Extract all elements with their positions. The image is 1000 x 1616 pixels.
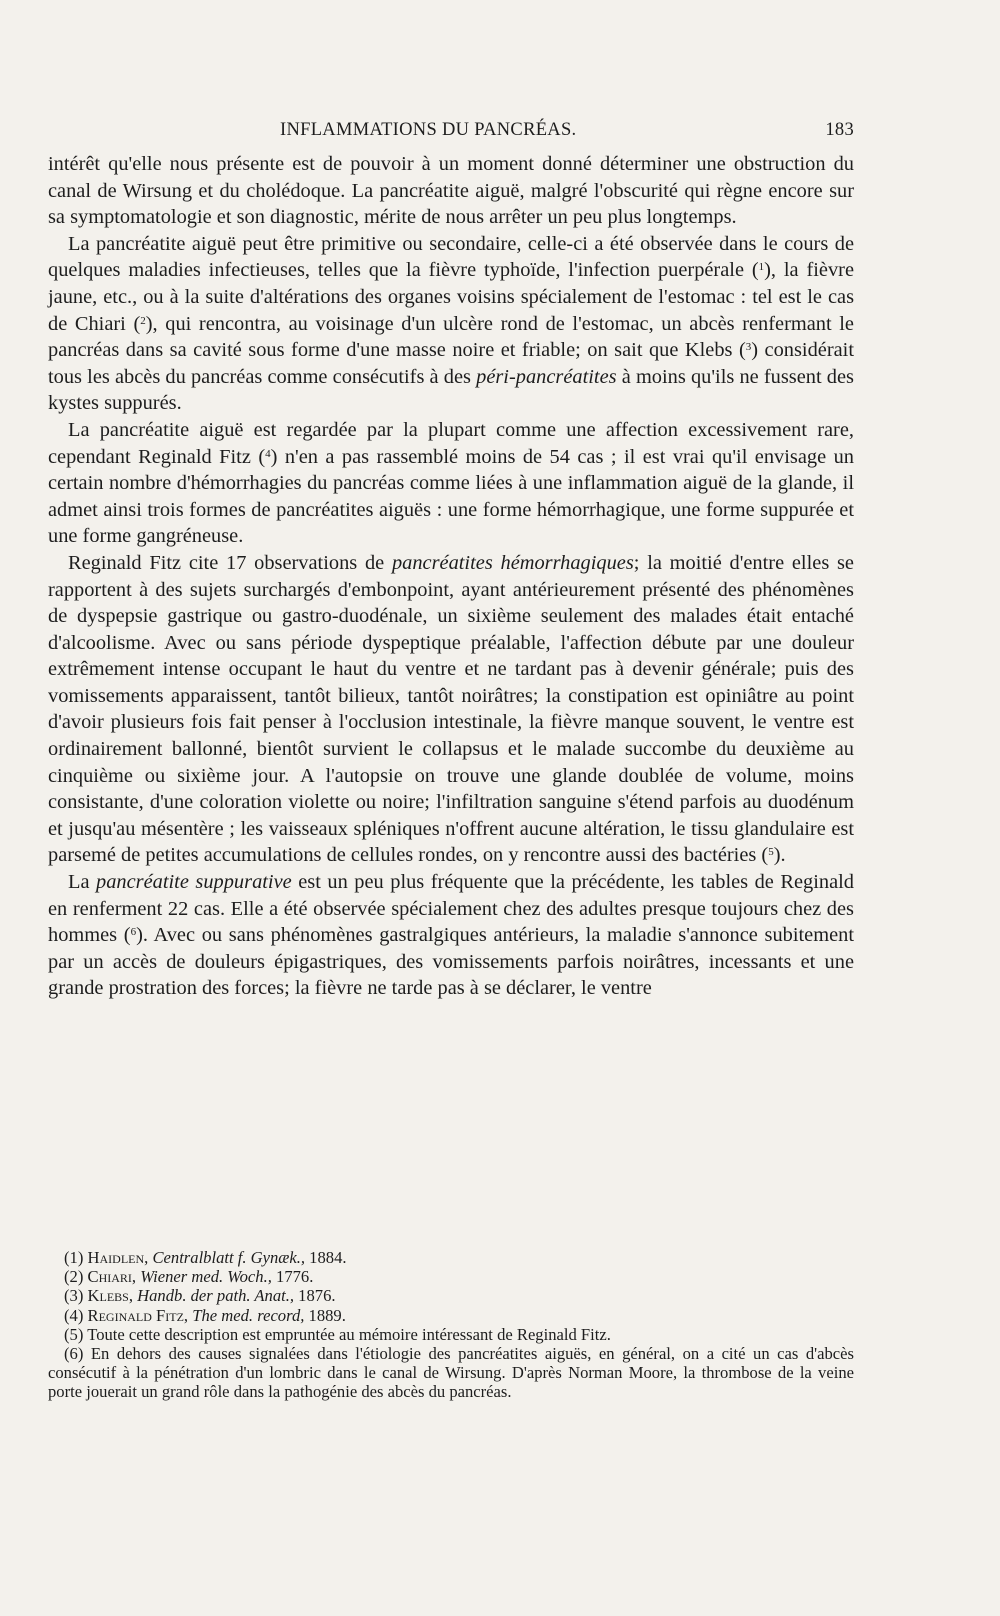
page-number: 183 — [825, 120, 854, 140]
paragraph-5-text-c: ). Avec ou sans phénomènes gastralgiques antérieurs, la maladie s'annonce subitement par un accès de douleurs épigastriques, des vomissements parfois noirâtres, incessants et une grande prostration des forces; la fièvre ne tarde pas à se déclarer, le ventre — [48, 924, 854, 1000]
paragraph-2-text-b: ), la fièvre jaune, etc., ou à la suite d'altérations des organes voisins spécialement de l'estomac : tel est le cas de Chiari ( — [48, 259, 854, 335]
footnote-ref-3: 3 — [745, 341, 752, 354]
footnote-work: The med. record, — [192, 1305, 305, 1325]
footnote-mark: (6) — [64, 1344, 84, 1364]
body-text — [48, 151, 854, 1002]
footnote-year: 1889. — [304, 1305, 346, 1325]
paragraph-2-text-c: ), qui rencontra, au voisinage d'un ulcère rond de l'estomac, un abcès renfermant le pancréas dans sa cavité sous forme d'une masse noire et friable; on sait que Klebs ( — [48, 312, 854, 362]
paragraph-5-text-b: est un peu plus fréquente que la précédente, les tables de Reginald en renferment 22 cas. Elle a été observée spécialement chez des adultes presque toujours chez des hommes ( — [48, 871, 854, 947]
footnote-ref-4: 4 — [265, 447, 271, 460]
footnote-ref-6: 6 — [130, 926, 137, 939]
running-title: INFLAMMATIONS DU PANCRÉAS. — [280, 120, 577, 140]
footnote-ref-1: 1 — [758, 261, 765, 274]
paragraph-5-text-a: La — [68, 871, 97, 894]
paragraph-2-text-e: à moins qu'ils ne fussent des kystes suppurés. — [48, 365, 854, 415]
footnote-author: Haidlen, — [87, 1248, 149, 1267]
paragraph-3-text-a: La pancréatite aiguë est regardée par la plupart comme une affection excessivement rare, cependant Reginald Fitz ( — [48, 418, 854, 468]
footnote-work: Handb. der path. Anat., — [137, 1286, 295, 1306]
footnote-work: Centralblatt f. Gynæk., — [152, 1248, 306, 1267]
paragraph-5 — [48, 869, 854, 1002]
footnote-author: Reginald Fitz, — [87, 1305, 189, 1325]
footnote-author: Chiari, — [87, 1267, 137, 1287]
paragraph-1: intérêt qu'elle nous présente est de pouvoir à un moment donné déterminer une obstruction du canal de Wirsung et du cholédoque. La pancréatite aiguë, malgré l'obscurité qui règne encore sur sa symptomatologie et son diagnostic, mérite de nous arrêter un peu plus longtemps. — [48, 153, 854, 229]
footnote-text: En dehors des causes signalées dans l'étiologie des pancréatites aiguës, en général, on a cité un cas d'abcès consécutif à la pénétration d'un lombric dans le canal de Wirsung. D'après Norman Moore, la thrombose de la veine porte jouerait un grand rôle dans la pathogénie des abcès du pancréas. — [48, 1344, 854, 1402]
page-header — [48, 116, 854, 146]
paragraph-3 — [48, 417, 854, 550]
footnote-3 — [48, 1286, 854, 1305]
paragraph-2-text-a: La pancréatite aiguë peut être primitive ou secondaire, celle-ci a été observée dans le cours de quelques maladies infectieuses, telles que la fièvre typhoïde, l'infection puerpérale ( — [48, 232, 854, 282]
paragraph-2 — [48, 231, 854, 417]
paragraph-4-text-a: Reginald Fitz cite 17 observations de — [68, 551, 392, 574]
footnote-mark: (4) — [64, 1305, 84, 1325]
paragraph-3-text-b: ) n'en a pas rassemblé moins de 54 cas ; il est vrai qu'il envisage un certain nombre d'hémorrhagies du pancréas comme liées à une inflammation aiguë de la glande, il admet ainsi trois formes de pancréatites aiguës : une forme hémorrhagique, une forme suppurée et une forme gangréneuse. — [48, 445, 854, 548]
footnote-year: 1884. — [305, 1248, 347, 1267]
footnote-4 — [48, 1306, 854, 1325]
footnotes — [48, 1248, 854, 1402]
footnote-5 — [48, 1325, 854, 1344]
footnote-1 — [48, 1248, 854, 1267]
footnote-text: Toute cette description est empruntée au mémoire intéressant de Reginald Fitz. — [87, 1324, 611, 1344]
paragraph-4-text-c: ). — [773, 844, 786, 867]
footnote-mark: (3) — [64, 1286, 84, 1306]
paragraph-4-italic: pancréatites hémorrhagiques — [391, 551, 634, 574]
footnote-mark: (2) — [64, 1267, 84, 1287]
paragraph-5-italic: pancréatite suppurative — [96, 871, 292, 894]
footnote-6 — [48, 1344, 854, 1402]
paragraph-2-italic: péri-pancréatites — [476, 365, 617, 388]
paragraph-4-text-b: ; la moitié d'entre elles se rapportent à des sujets surchargés d'embonpoint, ayant antérieurement présenté des phénomènes de dyspepsie gastrique ou gastro-duodénale, un sixième seulement des malades était entaché d'alcoolisme. Avec ou sans période dyspeptique préalable, l'affection débute par une douleur extrêmement intense occupant le haut du ventre et ne tardant pas à devenir générale; puis des vomissements apparaissent, tantôt bilieux, tantôt noirâtres; la constipation est opiniâtre au point d'avoir plusieurs fois fait penser à l'occlusion intestinale, la fièvre manque souvent, le ventre est ordinairement ballonné, bientôt survient le collapsus et le malade succombe du deuxième au cinquième ou sixième jour. A l'autopsie on trouve une glande doublée de volume, moins consistante, d'une coloration violette ou noire; l'infiltration sanguine s'étend parfois au duodénum et jusqu'au mésentère ; les vaisseaux spléniques n'offrent aucune altération, le tissu glandulaire est parsemé de petites accumulations de cellules rondes, on y rencontre aussi des bactéries ( — [48, 551, 854, 867]
footnote-year: 1776. — [271, 1267, 314, 1287]
footnote-year: 1876. — [294, 1286, 336, 1306]
footnote-2 — [48, 1267, 854, 1286]
paragraph-2-text-d: ) considérait tous les abcès du pancréas comme consécutifs à des — [48, 339, 854, 388]
footnote-work: Wiener med. Woch., — [140, 1267, 272, 1287]
footnote-ref-5: 5 — [768, 846, 774, 859]
footnote-mark: (5) — [64, 1324, 84, 1344]
footnote-author: Klebs, — [87, 1286, 133, 1306]
footnote-mark: (1) — [64, 1248, 84, 1267]
paragraph-4 — [48, 550, 854, 869]
footnote-ref-2: 2 — [140, 314, 146, 327]
